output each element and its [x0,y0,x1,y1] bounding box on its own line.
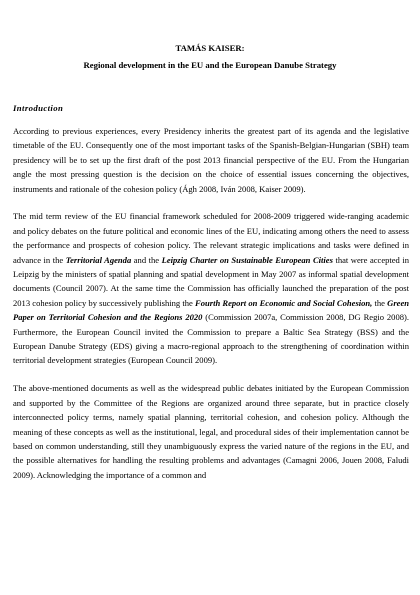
paragraph-1: According to previous experiences, every Presidency inherits the greatest part of its agenda and the legislative timetable of the EU. Consequently one of the most important tasks of the Spanish-Belgian-Hungarian (SBH) team presidency will be to set up the first draft of the post 2013 financial perspective of the EU. From the Hungarian angle the most pressing question is the decision on the choice of essential issues concerning the objectives, instruments and rationale of the cohesion policy (Ágh 2008, Iván 2008, Kaiser 2009). [13,126,409,194]
green-paper-ref: Green Paper on Territorial Cohesion and the Regions 2020 [13,297,409,323]
paragraph-2-text-e: that were accepted in Leipzig by the ministers of spatial planning and spatial development in May 2007 as informal spatial development documents (Council 2007). At the same time the Commission has officially launched the preparation of the post 2013 cohesion policy by successively publishing the [13,254,410,308]
paragraph-2-text-a: The mid term review of the EU financial framework scheduled for 2008-2009 triggered wide-ranging academic and policy debates on the future political and economic lines of the EU, indicating among others the need to assess the performance and prospects of cohesion policy. The relevant strategic implications and tasks were defined in advance in the [13,211,409,265]
territorial-agenda-ref: Territorial Agenda [65,254,132,265]
paragraph-2-text-i: (Commission 2007a, Commission 2008, DG Regio 2008). Furthermore, the European Council invited the Commission to prepare a Baltic Sea Strategy (BSS) and the European Danube Strategy (EDS) giving a macro-regional approach to the strengthening of coordination within territorial development strategies (European Council 2009). [13,312,409,366]
leipzig-charter-ref: Leipzig Charter on Sustainable European Cities [161,254,333,265]
paragraph-3: The above-mentioned documents as well as the widespread public debates initiated by the European Commission and supported by the Committee of the Regions are organized around three separate, but in practice closely interconnected policy terms, namely spatial planning, territorial cohesion, and cohesion policy. Although the meaning of these concepts as well as the institutional, legal, and procedural sides of their implementation cannot be based on common understanding, still they unambiguously express the varied nature of the regions in the EU, and the possible alternatives for handling the resulting problems and advantages (Camagni 2006, Jouen 2008, Faludi 2009). Acknowledging the importance of a common and [13,383,409,480]
paper-header [0,40,420,74]
paper-title: Regional development in the EU and the European Danube Strategy [83,60,337,70]
author-name: TAMÁS KAISER: [175,43,245,53]
fourth-report-ref: Fourth Report on Economic and Social Cohesion, [195,297,373,308]
paragraph-2-text-c: and the [131,254,162,265]
paragraph-2 [13,209,409,367]
section-heading: Introduction [13,103,64,113]
paragraph-2-text-g: the [372,297,388,308]
body-text [13,124,409,496]
